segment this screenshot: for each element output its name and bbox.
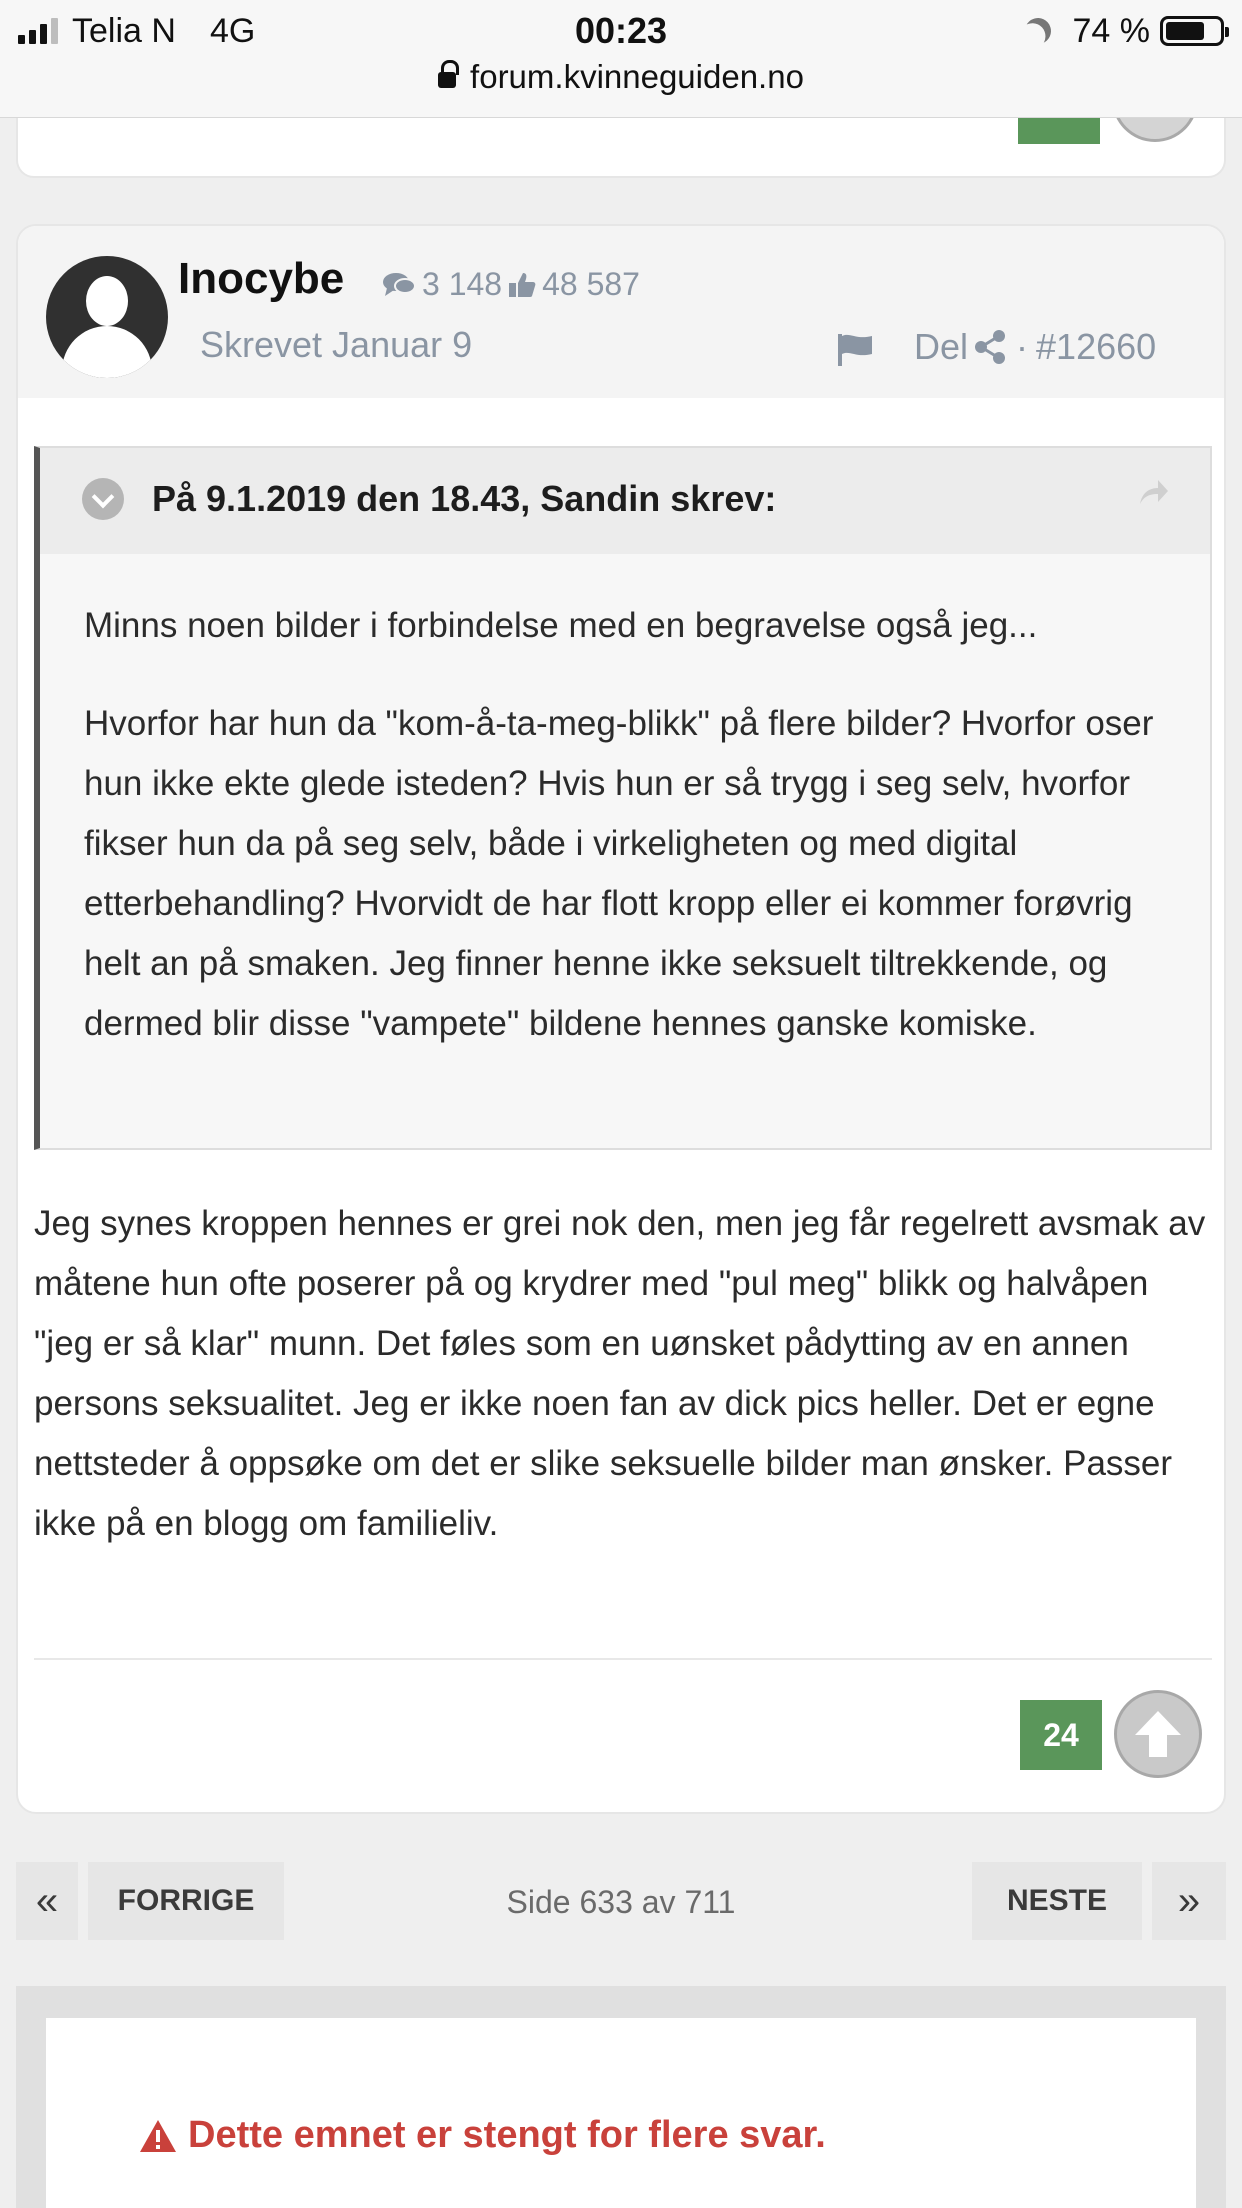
lock-icon [438, 68, 456, 90]
upvote-button[interactable] [1114, 1690, 1202, 1778]
reputation-badge: 24 [1020, 1700, 1102, 1770]
battery-icon [1160, 16, 1224, 46]
quote-citation: På 9.1.2019 den 18.43, Sandin skrev: [152, 478, 777, 519]
reputation-total: 48 587 [542, 266, 640, 302]
post-count: 3 148 [422, 266, 503, 302]
quote-paragraph: Hvorfor har hun da "kom-å-ta-meg-blikk" på flere bilder? Hvorfor oser hun ikke ekte glede isteden? Hvis hun er så trygg i seg selv, hvorfor fikser hun da på seg selv, både i virkeligheten og med digital etterbehandling? Hvorvidt de har flott kropp eller ei kommer forøvrig helt an på smaken. Jeg finner henne ikke seksuelt tiltrekkende, og dermed blir disse "vampete" bildene hennes ganske komiske. [84, 704, 1154, 1043]
go-to-quote-arrow-icon[interactable] [1138, 478, 1170, 506]
forum-post [16, 224, 1226, 1814]
status-right [1025, 10, 1225, 52]
post-date[interactable]: Skrevet Januar 9 [200, 324, 473, 365]
locked-notice-container [16, 1986, 1226, 2208]
post-body: Jeg synes kroppen hennes er grei nok den, men jeg får regelrett avsmak av måtene hun ofte poserer på og krydrer med "pul meg" blikk og halvåpen "jeg er så klar" munn. Det føles som en uønsket pådytting av en annen persons seksualitet. Jeg er ikke noen fan av dick pics heller. Det er egne nettsteder å oppsøke om det er slike seksuelle bilder man ønsker. Passer ikke på en blogg om familieliv. [34, 1204, 1206, 1543]
status-bar [0, 0, 1242, 118]
locked-notice-box [46, 2018, 1196, 2208]
share-separator: · [1016, 326, 1029, 367]
quote-toggle-chevron-icon[interactable] [82, 478, 124, 520]
author-name[interactable]: Inocybe [178, 254, 345, 303]
quote-paragraph: Minns noen bilder i forbindelse med en begravelse også jeg... [84, 606, 1038, 645]
flag-icon[interactable] [836, 332, 876, 366]
clock: 00:23 [574, 10, 668, 51]
first-page-button[interactable]: « [16, 1862, 78, 1940]
share-icon[interactable] [972, 329, 1008, 365]
comments-icon [382, 271, 416, 299]
network-type: 4G [209, 11, 256, 50]
pagination [16, 1862, 1226, 1940]
post-divider [34, 1658, 1212, 1660]
thumbs-up-icon [508, 271, 536, 299]
avatar-head [86, 276, 128, 326]
do-not-disturb-moon-icon [1021, 14, 1054, 47]
battery-fill [1166, 22, 1204, 40]
url-text[interactable]: forum.kvinneguiden.no [470, 58, 804, 95]
locked-notice-text: Dette emnet er stengt for flere svar. [188, 2114, 826, 2156]
battery-percent: 74 % [1072, 11, 1150, 50]
avatar-body [62, 326, 152, 378]
avatar[interactable] [46, 256, 168, 378]
arrow-up-icon [1131, 1707, 1185, 1761]
quote-text [84, 596, 1184, 1092]
author-stats [382, 266, 646, 303]
last-page-button[interactable]: » [1152, 1862, 1226, 1940]
url-bar[interactable] [0, 58, 1242, 96]
share-link[interactable] [914, 326, 1156, 368]
locked-notice [138, 2114, 826, 2157]
post-header [18, 226, 1224, 398]
page-indicator[interactable]: Side 633 av 711 [506, 1884, 736, 1920]
previous-page-button[interactable]: FORRIGE [88, 1862, 284, 1940]
warning-icon [138, 2118, 178, 2154]
carrier-name: Telia N [72, 11, 176, 50]
post-number[interactable]: #12660 [1036, 326, 1157, 367]
quote-block [34, 446, 1212, 1150]
quote-header [40, 448, 1210, 554]
share-label[interactable]: Del [914, 326, 969, 367]
next-page-button[interactable]: NESTE [972, 1862, 1142, 1940]
